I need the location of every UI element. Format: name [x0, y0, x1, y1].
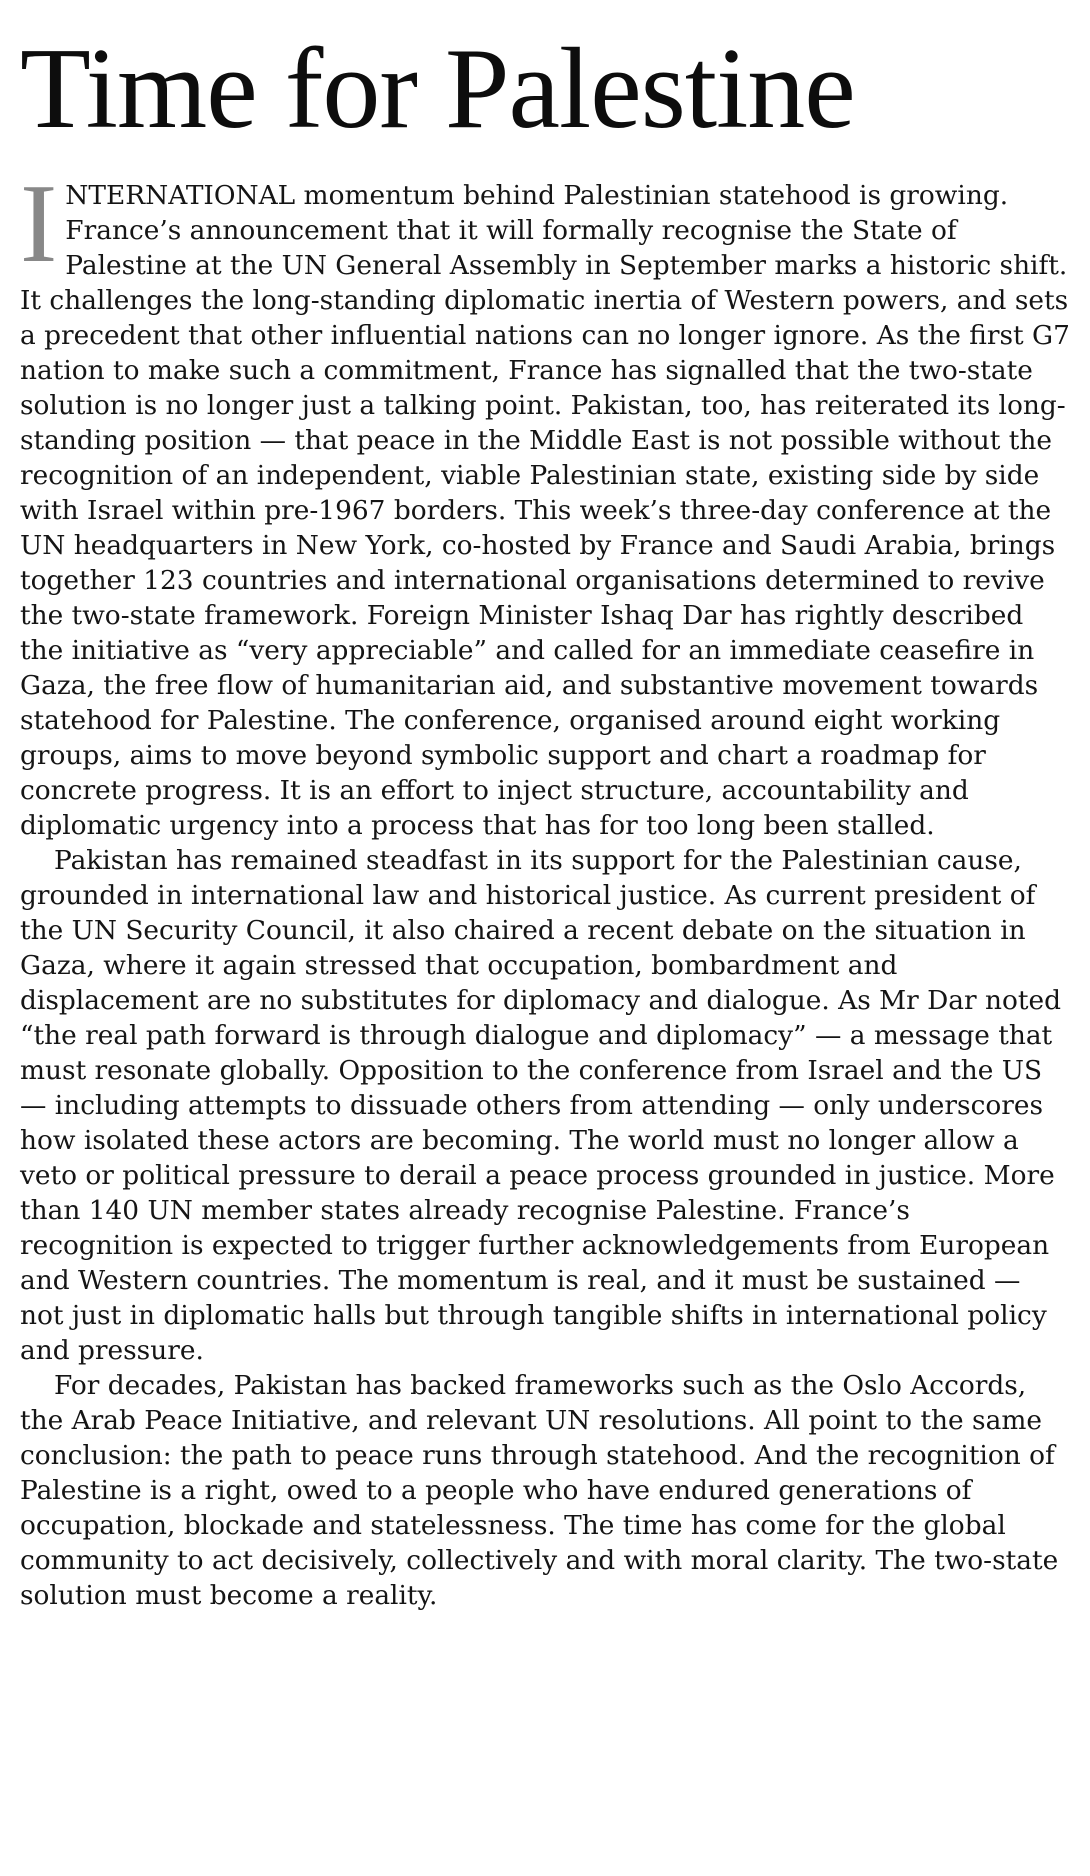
paragraph-3: For decades, Pakistan has backed frameworks such as the Oslo Accords, the Arab Peace Initiative, and relevant UN resolutions. All point to the same conclusion: the path to peace runs through statehood. And the recognition of Palestine is a right, owed to a people who have endured generations of occupation, blockade and statelessness. The time has come for the global community to act decisively, collectively and with moral clarity. The two-state solution must become a reality. [20, 1370, 1059, 1611]
drop-cap: I [20, 162, 58, 286]
article-body [20, 162, 1070, 1613]
headline: Time for Palestine [20, 25, 855, 153]
editorial-article [20, 14, 1070, 1613]
paragraph-1 [20, 162, 1070, 843]
paragraph-text: momentum behind Palestinian statehood is growing. France’s announcement that it will formally recognise the State of Palestine at the UN General Assembly in September marks a historic shift. It challenges the long-standing diplomatic inertia of Western powers, and sets a precedent that other influential nations can no longer ignore. As the first G7 nation to make such a commitment, France has signalled that the two-state solution is no longer just a talking point. Pakistan, too, has reiterated its long-standing position — that peace in the Middle East is not possible without the recognition of an independent, viable Palestinian state, existing side by side with Israel within pre-1967 borders. This week’s three-day conference at the UN headquarters in New York, co-hosted by France and Saudi Arabia, brings together 123 countries and international organisations determined to revive the two-state framework. Foreign Minister Ishaq Dar has rightly described the initiative as “very appreciable” and called for an immediate ceasefire in Gaza, the free flow of humanitarian aid, and substantive movement towards statehood for Palestine. The conference, organised around eight working groups, aims to move beyond symbolic support and chart a roadmap for concrete progress. It is an effort to inject structure, accountability and diplomatic urgency into a process that has for too long been stalled. [20, 180, 1070, 841]
paragraph-lead: NTERNATIONAL [65, 180, 296, 211]
paragraph-2: Pakistan has remained steadfast in its support for the Palestinian cause, grounded in international law and historical justice. As current president of the UN Security Council, it also chaired a recent debate on the situation in Gaza, where it again stressed that occupation, bombardment and displacement are no substitutes for diplomacy and dialogue. As Mr Dar noted “the real path forward is through dialogue and diplomacy” — a message that must resonate globally. Opposition to the conference from Israel and the US — including attempts to dissuade others from attending — only underscores how isolated these actors are becoming. The world must no longer allow a veto or political pressure to derail a peace process grounded in justice. More than 140 UN member states already recognise Palestine. France’s recognition is expected to trigger further acknowledgements from European and Western countries. The momentum is real, and it must be sustained — not just in diplomatic halls but through tangible shifts in international policy and pressure. [20, 845, 1062, 1366]
